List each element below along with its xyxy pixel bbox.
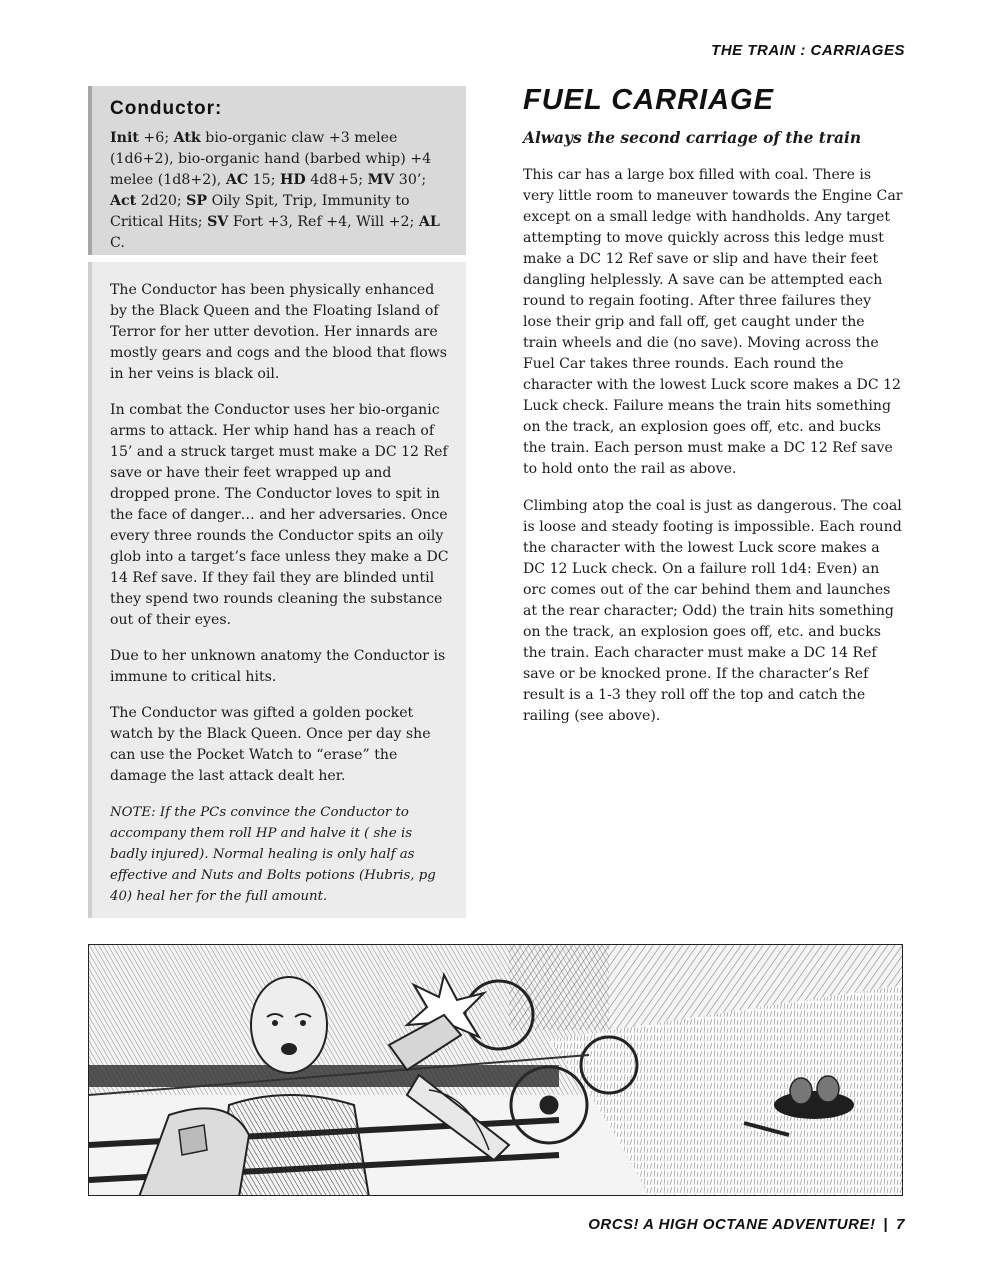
stat-value-atk: bio-organic claw +3 melee (1d6+2), bio-organic hand (barbed whip) +4 melee (1d8+2), xyxy=(110,130,432,188)
stat-block-text xyxy=(110,128,452,254)
stat-block xyxy=(88,86,466,255)
sidebar-body xyxy=(88,262,466,918)
section-title: FUEL CARRIAGE xyxy=(523,84,774,116)
stat-value-al: C. xyxy=(110,235,125,251)
stat-value-sp: Oily Spit, Trip, Immunity to Critical Hits; xyxy=(110,193,410,230)
stat-value-mv: 30’; xyxy=(394,172,427,188)
stat-value-act: 2d20; xyxy=(136,193,187,209)
sidebar-paragraph: In combat the Conductor uses her bio-organic arms to attack. Her whip hand has a reach of 15’ and a struck target must make a DC 12 Ref save or have their feet wrapped up and dropped prone. The Conductor loves to spit in the face of danger… and her adversaries. Once every three rounds the Conductor spits an oily glob into a target’s face unless they make a DC 14 Ref save. If they fail they are blinded until they spend two rounds cleaning the substance out of their eyes. xyxy=(110,402,449,628)
stat-label-hd: HD xyxy=(280,172,306,188)
illustration-art xyxy=(89,945,903,1196)
footer-title: ORCS! A HIGH OCTANE ADVENTURE! xyxy=(588,1216,876,1233)
stat-label-act: Act xyxy=(110,193,137,209)
sidebar-paragraph: The Conductor has been physically enhanced by the Black Queen and the Floating Island of Terror for her utter devotion. Her innards are mostly gears and cogs and the blood that flows in her veins is black oil. xyxy=(110,282,448,382)
page-number: 7 xyxy=(896,1216,905,1233)
stat-label-ac: AC xyxy=(225,172,249,188)
stat-label-al: AL xyxy=(418,214,440,230)
stat-value-init: +6; xyxy=(138,130,174,146)
stat-label-sv: SV xyxy=(207,214,229,230)
stat-block-title: Conductor: xyxy=(110,98,223,119)
sidebar-note: NOTE: If the PCs convince the Conductor to accompany them roll HP and halve it ( she is badly injured). Normal healing is only half as effective and Nuts and Bolts potions (Hubris, pg 40) heal her for the full amount. xyxy=(110,805,436,904)
sidebar-paragraph: Due to her unknown anatomy the Conductor is immune to critical hits. xyxy=(110,648,446,685)
stat-label-sp: SP xyxy=(186,193,208,209)
footer-separator: | xyxy=(883,1216,889,1233)
body-paragraph: Climbing atop the coal is just as dangerous. The coal is loose and steady footing is impossible. Each round the character with the lowest Luck score makes a DC 12 Luck check. On a failure roll 1d4: Even) an orc comes out of the car behind them and launches at the rear character; Odd) the train hits something on the track, an explosion goes off, etc. and bucks the train. Each character must make a DC 14 Ref save or be knocked prone. If the character’s Ref result is a 1-3 they roll off the top and catch the railing (see above). xyxy=(523,498,902,724)
conductor-sidebar xyxy=(88,86,466,918)
stat-value-hd: 4d8+5; xyxy=(305,172,368,188)
running-header: THE TRAIN : CARRIAGES xyxy=(711,42,905,59)
running-footer xyxy=(588,1216,905,1233)
fuel-carriage-section xyxy=(523,84,903,743)
body-paragraph: This car has a large box filled with coal. There is very little room to maneuver towards the Engine Car except on a small ledge with handholds. Any target attempting to move quickly across this ledge must make a DC 12 Ref save or slip and have their feet dangling helplessly. A save can be attempted each round to regain footing. After three failures they lose their grip and fall off, get caught under the train wheels and die (no save). Moving across the Fuel Car takes three rounds. Each round the character with the lowest Luck score makes a DC 12 Luck check. Failure means the train hits something on the track, an explosion goes off, etc. and bucks the train. Each person must make a DC 12 Ref save to hold onto the rail as above. xyxy=(523,167,903,477)
stat-value-sv: Fort +3, Ref +4, Will +2; xyxy=(228,214,419,230)
stat-label-mv: MV xyxy=(367,172,395,188)
stat-label-atk: Atk xyxy=(173,130,201,146)
train-illustration xyxy=(88,944,903,1196)
stat-label-init: Init xyxy=(110,130,139,146)
section-subtitle: Always the second carriage of the train xyxy=(523,129,862,147)
sidebar-paragraph: The Conductor was gifted a golden pocket watch by the Black Queen. Once per day she can use the Pocket Watch to “erase” the damage the last attack dealt her. xyxy=(110,705,431,784)
stat-value-ac: 15; xyxy=(248,172,280,188)
